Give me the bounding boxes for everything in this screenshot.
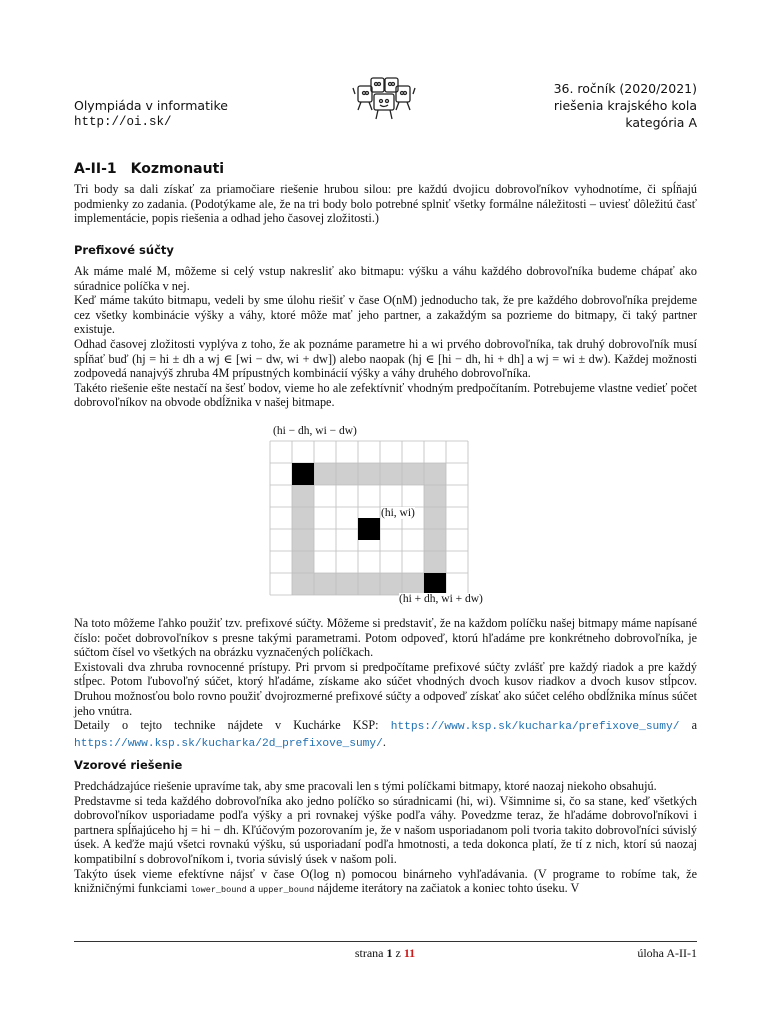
- header-right: [554, 80, 697, 131]
- footer-divider: [74, 941, 697, 942]
- cell-bottom-right: [424, 573, 446, 595]
- task-id-footer: úloha A-II-1: [637, 946, 697, 960]
- code-upper-bound: upper_bound: [258, 885, 315, 896]
- competition-url[interactable]: http://oi.sk/: [74, 115, 172, 129]
- cell-center: [358, 518, 380, 540]
- section1b-body: [74, 616, 697, 751]
- task-title: [74, 161, 224, 177]
- section1b-p5: Na toto môžeme ľahko použiť tzv. prefixové súčty. Môžeme si predstaviť, že na každom políčku našej bitmapy máme napísané číslo: počet dobrovoľníkov s presne takými parametrami. Potom odpoveď, ktorú hľadáme pre konkrétneho dobrovoľníka, je súčtom čísel vo všetkých na obrázku vyznačených políčkach.: [74, 616, 697, 660]
- page-counter: strana 1 z 11: [354, 946, 416, 960]
- section1-p1: Ak máme malé M, môžeme si celý vstup nakresliť ako bitmapu: výšku a váhu každého dobrovoľníka budeme chápať ako súradnice políčka v nej.: [74, 264, 697, 293]
- section1b-p7: Detaily o tejto technike nájdete v Kuchárke KSP: https://www.ksp.sk/kucharka/prefixove_sumy/ a https://www.ksp.sk/kucharka/2d_prefixove_sumy/.: [74, 718, 697, 750]
- cell-top-left: [292, 463, 314, 485]
- header-left: [74, 97, 228, 131]
- section-heading-reference-solution: Vzorové riešenie: [74, 758, 183, 772]
- label-top-left: (hi − dh, wi − dw): [273, 425, 357, 437]
- section1-p4: Takéto riešenie ešte nestačí na šesť bodov, vieme ho ale zefektívniť vhodným predpočítaním. Potrebujeme vlastne vedieť počet dobrovoľníkov na obvode obdĺžnika v našej bitmape.: [74, 380, 697, 410]
- link-prefix-sums[interactable]: https://www.ksp.sk/kucharka/prefixove_sumy/: [390, 721, 680, 734]
- intro-paragraph: Tri body sa dali získať za priamočiare riešenie hrubou silou: pre každú dvojicu dobrovoľníkov vyhodnotíme, či spĺňajú podmienky zo zadania. (Podotýkame ale, že na tri body bolo potrebné splniť všetky formálne náležitosti – uviesť dôležitú časť implementácie, popis riešenia a odhad jeho časovej zložitosti.): [74, 182, 697, 226]
- code-lower-bound: lower_bound: [190, 885, 247, 896]
- bitmap-figure: [265, 425, 501, 615]
- section1b-p6: Existovali dva zhruba rovnocenné prístupy. Pri prvom si predpočítame prefixové súčty zvlášť pre každý riadok a pre každý stĺpec. Potom ľubovoľný súčet, ktorý hľadáme, získame ako súčet vhodných dvoch kusov riadkov a dvoch kusov stĺpcov. Druhou možnosťou bolo rovno použiť dvojrozmerné prefixové súčty a odpoveď získať ako súčet celého obdĺžnika mínus súčet jeho vnútra.: [74, 659, 697, 718]
- section1-body: [74, 264, 697, 410]
- label-bottom-right: (hi + dh, wi + dw): [399, 593, 483, 605]
- section2-body: [74, 779, 697, 898]
- olympiad-logo-icon: [352, 74, 416, 124]
- section2-p1: Predchádzajúce riešenie upravíme tak, aby sme pracovali len s tými políčkami bitmapy, ktoré naozaj niekoho obsahujú.: [74, 779, 657, 793]
- link-2d-prefix-sums[interactable]: https://www.ksp.sk/kucharka/2d_prefixove_sumy/: [74, 737, 383, 750]
- bitmap-grid: [265, 425, 501, 615]
- year-label: 36. ročník (2020/2021): [553, 81, 697, 96]
- competition-name: Olympiáda v informatike: [74, 98, 228, 113]
- label-center: (hi, wi): [381, 507, 415, 519]
- category-label: kategória A: [625, 115, 697, 130]
- task-number: A-II-1: [74, 161, 117, 177]
- section1-p3: Odhad časovej zložitosti vyplýva z toho, že ak poznáme parametre hi a wi prvého dobrovoľníka, tak druhý dobrovoľník musí spĺňať buď (hj = hi ± dh a wj ∈ [wi − dw, wi + dw]) alebo naopak (hj ∈ [hi − dh, hi + dh] a wj = wi ± dw). Každej možnosti zodpovedá nanajvýš zhruba 4M prípustných kombinácií výšky a váhy druhého dobrovoľníka.: [74, 336, 697, 381]
- section1-p2: Keď máme takúto bitmapu, vedeli by sme úlohu riešiť v čase O(nM) jednoducho tak, že pre každého dobrovoľníka prejdeme cez všetky kombinácie výšky a váhy, ktoré môže mať jeho partner, a zakaždým sa pozrieme do bitmapy, či taký partner existuje.: [74, 293, 697, 337]
- total-pages[interactable]: 11: [403, 946, 416, 960]
- round-label: riešenia krajského kola: [553, 98, 697, 113]
- section-heading-prefix-sums: Prefixové súčty: [74, 243, 174, 257]
- task-name: Kozmonauti: [130, 161, 225, 177]
- section2-p2: Predstavme si teda každého dobrovoľníka ako jedno políčko so súradnicami (hi, wi). Všimnime si, čo sa stane, keď všetkých dobrovoľníkov usporiadame podľa výšky a pri rovnakej výške podľa váhy. Povedzme teraz, že hľadáme dobrovoľníkovi i partnera spĺňajúceho hj = hi − dh. Kľúčovým pozorovaním je, že v našom usporiadanom poli tvoria takito dobrovoľníci súvislý úsek. A keďže majú všetci rovnakú výšku, sú usporiadaní podľa hmotnosti, a teda dokonca platí, že tí z nich, ktorí sú naozaj kompatibilní s dobrovoľníkom i, tvoria súvislý úsek v našom poli.: [74, 793, 697, 866]
- section2-p3: Takýto úsek vieme efektívne nájsť v čase O(log n) pomocou binárneho vyhľadávania. (V programe to robíme tak, že knižničnými funkciami lower_bound a upper_bound nájdeme iterátory na začiatok a koniec tohto úseku. V: [74, 866, 697, 896]
- current-page: 1: [386, 946, 393, 960]
